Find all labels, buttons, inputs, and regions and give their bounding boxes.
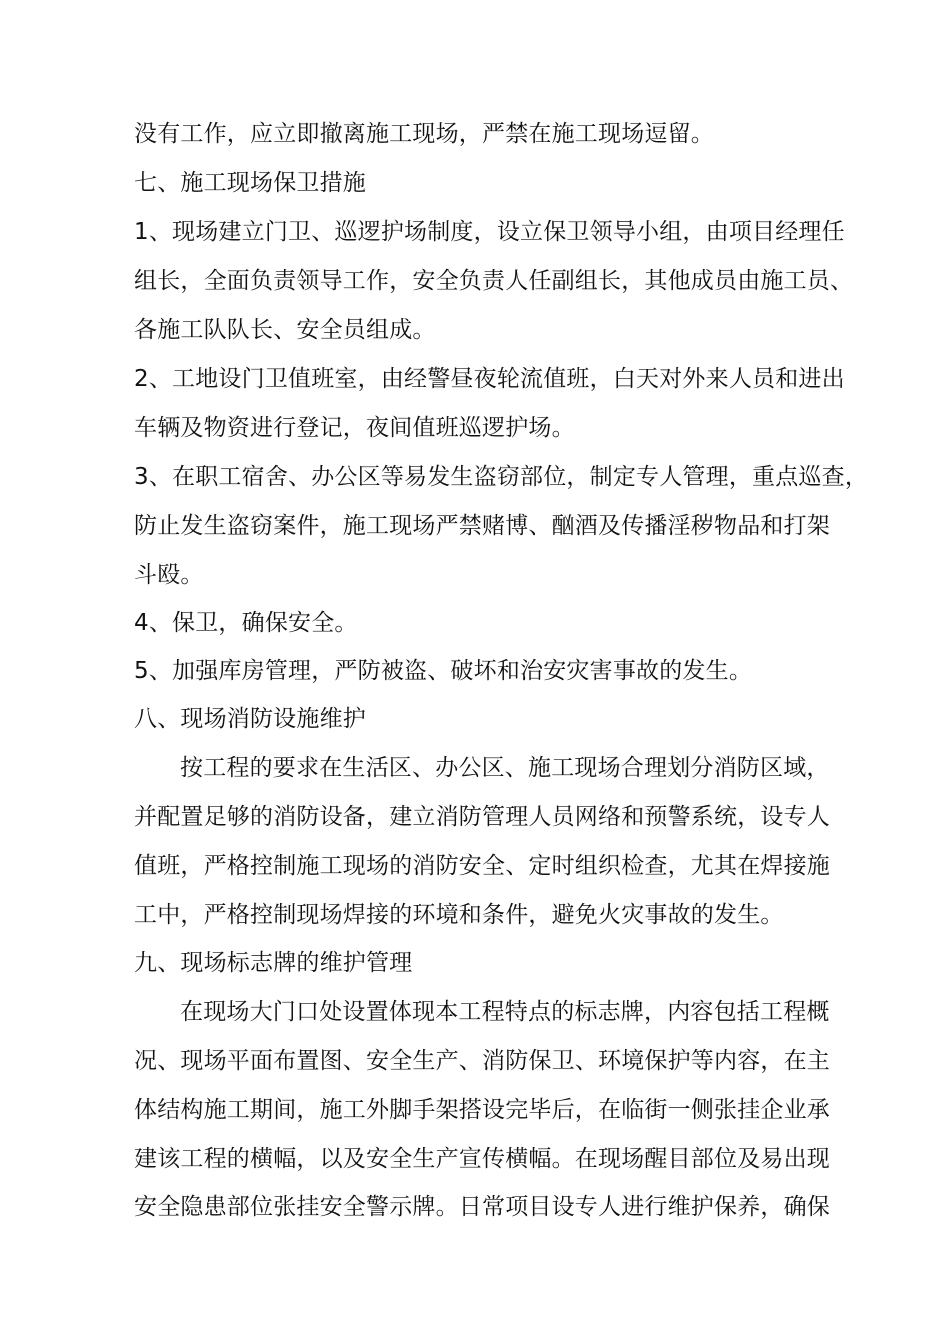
paragraph-line: 斗殴。	[134, 562, 204, 588]
paragraph-line: 工中，严格控制现场焊接的环境和条件，避免火灾事故的发生。	[134, 902, 784, 928]
paragraph-line: 3、在职工宿舍、办公区等易发生盗窃部位，制定专人管理，重点巡查，	[134, 464, 869, 490]
paragraph-line: 2、工地设门卫值班室，由经警昼夜轮流值班，白天对外来人员和进出	[134, 366, 845, 392]
paragraph-line: 5、加强库房管理，严防被盗、破坏和治安灾害事故的发生。	[134, 658, 753, 684]
paragraph-line: 按工程的要求在生活区、办公区、施工现场合理划分消防区域，	[180, 755, 830, 781]
paragraph-line: 4、保卫，确保安全。	[134, 610, 358, 636]
paragraph-line: 1、现场建立门卫、巡逻护场制度，设立保卫领导小组，由项目经理任	[134, 219, 845, 245]
section-heading: 八、现场消防设施维护	[134, 706, 366, 732]
paragraph-line: 并配置足够的消防设备，建立消防管理人员网络和预警系统，设专人	[134, 804, 830, 830]
section-heading: 九、现场标志牌的维护管理	[134, 950, 413, 976]
paragraph-line: 车辆及物资进行登记，夜间值班巡逻护场。	[134, 415, 575, 441]
paragraph-line: 体结构施工期间，施工外脚手架搭设完毕后，在临街一侧张挂企业承	[134, 1097, 830, 1123]
paragraph-line: 安全隐患部位张挂安全警示牌。日常项目设专人进行维护保养，确保	[134, 1194, 830, 1220]
paragraph-line: 组长，全面负责领导工作，安全负责人任副组长，其他成员由施工员、	[134, 268, 854, 294]
paragraph-line: 没有工作，应立即撤离施工现场，严禁在施工现场逗留。	[134, 121, 714, 147]
paragraph-line: 值班，严格控制施工现场的消防安全、定时组织检查，尤其在焊接施	[134, 853, 830, 879]
paragraph-line: 各施工队队长、安全员组成。	[134, 317, 436, 343]
paragraph-line: 防止发生盗窃案件，施工现场严禁赌博、酗酒及传播淫秽物品和打架	[134, 513, 830, 539]
paragraph-line: 在现场大门口处设置体现本工程特点的标志牌，内容包括工程概	[180, 999, 830, 1025]
paragraph-line: 建该工程的横幅，以及安全生产宣传横幅。在现场醒目部位及易出现	[134, 1146, 830, 1172]
section-heading: 七、施工现场保卫措施	[134, 170, 366, 196]
paragraph-line: 况、现场平面布置图、安全生产、消防保卫、环境保护等内容，在主	[134, 1048, 830, 1074]
